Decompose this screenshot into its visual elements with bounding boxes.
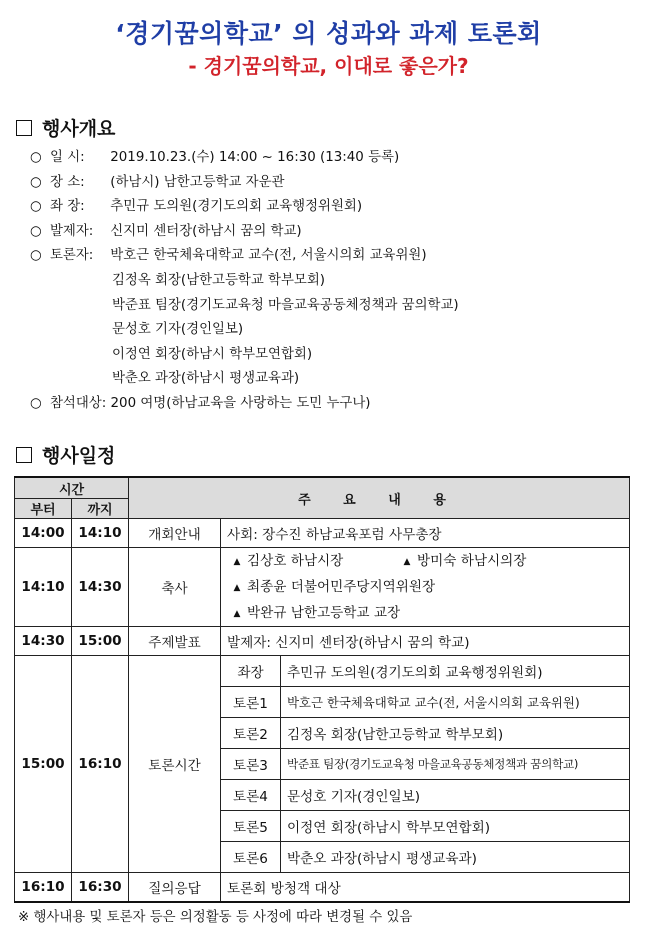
header-from: 부터 [15,499,72,519]
overview-label: 참석대상: [50,395,107,411]
circle-bullet-icon: ○ [30,174,42,190]
time-from: 16:10 [15,873,72,903]
overview-value: 신지미 센터장(하남시 꿈의 학교) [110,223,302,239]
overview-value: 박호근 한국체육대학교 교수(전, 서울시의회 교육위원) [110,248,427,264]
time-to: 16:10 [72,656,129,873]
table-row [15,519,630,548]
content: 토론회 방청객 대상 [221,873,630,903]
time-to: 14:30 [72,548,129,627]
table-row [15,656,630,687]
speaker-line [227,548,629,574]
checkbox-square-icon [16,447,32,463]
header-time: 시간 [15,477,129,499]
document-title: ‘경기꿈의학교’ 의 성과와 과제 토론회 [115,19,542,48]
discussion-person: 추민규 도의원(경기도의회 교육행정위원회) [281,656,630,687]
time-from: 15:00 [15,656,72,873]
discussion-role: 토론1 [221,687,281,718]
panelist-line: 김정옥 회장(남한고등학교 학부모회) [112,272,325,288]
category: 토론시간 [129,656,221,873]
speaker: 방미숙 하남시의장 [417,553,527,569]
discussion-role: 토론3 [221,749,281,780]
time-from: 14:30 [15,627,72,656]
category: 주제발표 [129,627,221,656]
overview-item-panelists [30,244,459,269]
circle-bullet-icon: ○ [30,248,42,264]
schedule-heading-text: 행사일정 [42,445,116,467]
circle-bullet-icon: ○ [30,223,42,239]
content: 발제자: 신지미 센터장(하남시 꿈의 학교) [221,627,630,656]
table-row [15,548,630,627]
overview-item-chair [30,195,459,220]
panelist-line: 문성호 기자(경인일보) [112,322,244,338]
table-row [15,873,630,903]
overview-value: 추민규 도의원(경기도의회 교육행정위원회) [110,199,363,215]
triangle-bullet-icon: ▲ [233,557,241,567]
speaker: 최종윤 더불어민주당지역위원장 [247,579,436,595]
speaker: 박완규 남한고등학교 교장 [247,605,401,621]
circle-bullet-icon: ○ [30,150,42,165]
panelist-line: 박춘오 과장(하남시 평생교육과) [112,371,300,387]
category: 개회안내 [129,519,221,548]
header-to: 까지 [72,499,129,519]
overview-label: 장 소: [50,174,85,190]
overview-value: 200 여명(하남교육을 사랑하는 도민 누구나) [110,395,371,411]
overview-item-presenter [30,220,459,245]
overview-item-attendees [30,392,459,417]
overview-label: 일 시: [50,150,85,165]
triangle-bullet-icon: ▲ [403,557,411,567]
time-to: 14:10 [72,519,129,548]
discussion-role: 토론4 [221,780,281,811]
discussion-role: 토론2 [221,718,281,749]
overview-list [30,146,459,417]
time-from: 14:00 [15,519,72,548]
speaker-line [227,600,629,626]
overview-label: 좌 장: [50,199,85,215]
overview-item-venue [30,171,459,196]
overview-label: 발제자: [50,223,94,239]
circle-bullet-icon: ○ [30,395,42,411]
time-to: 15:00 [72,627,129,656]
category: 축사 [129,548,221,627]
discussion-person: 박준표 팀장(경기도교육청 마을교육공동체정책과 꿈의학교) [281,749,630,780]
time-from: 14:10 [15,548,72,627]
schedule-heading [16,441,115,468]
speaker-line [227,574,629,600]
discussion-role: 좌장 [221,656,281,687]
circle-bullet-icon: ○ [30,199,42,215]
header-content-text: 주 요 내 용 [298,492,460,508]
table-row [15,627,630,656]
time-to: 16:30 [72,873,129,903]
content [221,548,630,627]
document-subtitle: - 경기꿈의학교, 이대로 좋은가? [188,54,469,78]
discussion-person: 이정연 회장(하남시 학부모연합회) [281,811,630,842]
overview-label: 토론자: [50,248,94,264]
panelist-line: 박준표 팀장(경기도교육청 마을교육공동체정책과 꿈의학교) [112,297,459,313]
speaker: 김상호 하남시장 [247,553,344,569]
discussion-role: 토론5 [221,811,281,842]
discussion-person: 박호근 한국체육대학교 교수(전, 서울시의회 교육위원) [281,687,630,718]
overview-value: 2019.10.23.(수) 14:00 ~ 16:30 (13:40 등록) [110,150,400,165]
overview-heading-text: 행사개요 [42,118,116,140]
panelist-line: 이정연 회장(하남시 학부모연합회) [112,346,313,362]
triangle-bullet-icon: ▲ [233,609,241,619]
discussion-person: 김정옥 회장(남한고등학교 학부모회) [281,718,630,749]
overview-item-date [30,146,459,171]
footnote: ※ 행사내용 및 토론자 등은 의정활동 등 사정에 따라 변경될 수 있음 [18,910,413,925]
category: 질의응답 [129,873,221,903]
schedule-table [14,476,630,903]
overview-heading [16,114,115,141]
header-content [129,477,630,519]
discussion-role: 토론6 [221,842,281,873]
overview-value: (하남시) 남한고등학교 자운관 [110,174,285,190]
triangle-bullet-icon: ▲ [233,583,241,593]
discussion-person: 박춘오 과장(하남시 평생교육과) [281,842,630,873]
discussion-person: 문성호 기자(경인일보) [281,780,630,811]
content: 사회: 장수진 하남교육포럼 사무총장 [221,519,630,548]
checkbox-square-icon [16,120,32,136]
